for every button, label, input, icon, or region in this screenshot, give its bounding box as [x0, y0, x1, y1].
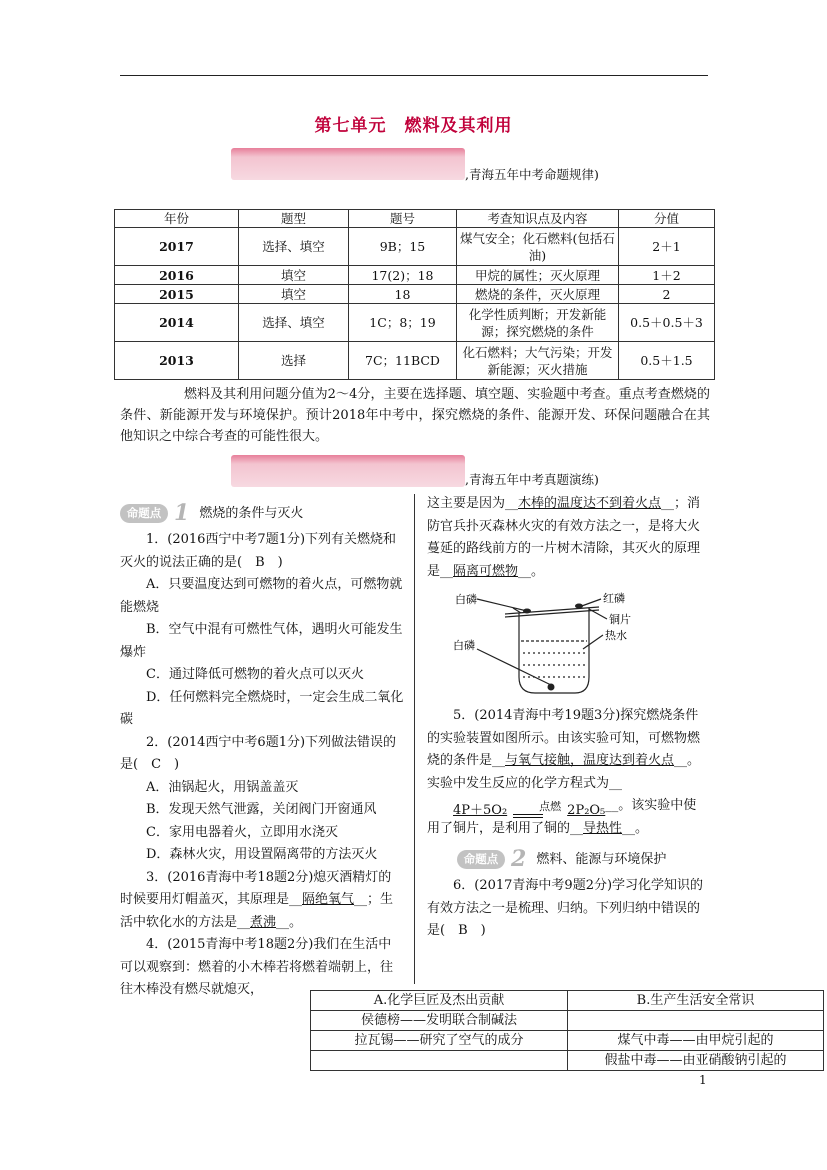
label-red-phosphorus: 红磷 — [603, 592, 625, 605]
question-5-text: 5．(2014青海中考19题3分)探究燃烧条件的实验装置如图所示。由该实验可知，可燃物燃烧的条件是__ — [427, 708, 701, 768]
year-cell: 2015 — [115, 285, 239, 304]
leader-line — [583, 635, 603, 649]
table-cell: B.生产生活安全常识 — [568, 991, 824, 1011]
point-number: 1 — [174, 500, 190, 526]
question-3 — [120, 867, 404, 935]
question-5-text: __。 — [622, 820, 649, 836]
equation-condition: 点燃 — [539, 799, 562, 813]
label-white-phosphorus: 白磷 — [455, 593, 477, 606]
table-header: 分值 — [619, 210, 715, 228]
question-2-stem: 2．(2014西宁中考6题1分)下列做法错误的是( C ) — [120, 734, 397, 773]
question-5-text: __。实验中发生反应的化学方程式为__ — [427, 753, 701, 791]
white-phosphorus-top — [523, 609, 531, 614]
question-5-text: __。该实验中使用了铜片，是利用了铜的__ — [427, 798, 697, 836]
year-cell: 2016 — [115, 266, 239, 285]
table-row — [311, 1031, 824, 1051]
table-row — [115, 228, 715, 266]
question-no-cell: 18 — [349, 285, 457, 304]
question-2-option-d: D．森林火灾，用设置隔离带的方法灭火 — [146, 847, 378, 863]
equation-left: 4P＋5O₂ — [453, 802, 508, 818]
question-3-answer-2: 煮沸 — [250, 914, 277, 930]
equation-sign — [513, 814, 543, 818]
year-cell: 2014 — [115, 304, 239, 342]
question-no-cell: 9B；15 — [349, 228, 457, 266]
table-header: 考查知识点及内容 — [457, 210, 619, 228]
question-4-text: __；消防官兵扑灭森林火灾的有效方法之一，是将大火蔓延的路线前方的一片树木清除，其灭火的原理是__ — [427, 496, 701, 579]
type-cell: 填空 — [239, 285, 349, 304]
point-title: 燃料、能源与环境保护 — [536, 851, 667, 867]
year-cell: 2017 — [115, 228, 239, 266]
question-2-option-a: A．油锅起火，用锅盖盖灭 — [146, 779, 299, 795]
question-2-option-c: C．家用电器着火，立即用水浇灭 — [146, 824, 338, 840]
section-caption-practice: ,青海五年中考真题演练) — [465, 472, 599, 487]
equation-arrow — [513, 801, 561, 818]
type-cell: 选择、填空 — [239, 228, 349, 266]
table-cell: 煤气中毒——由甲烷引起的 — [568, 1031, 824, 1051]
right-column — [427, 493, 707, 943]
question-4-text: 这主要是因为__ — [427, 496, 519, 511]
table-header: 题型 — [239, 210, 349, 228]
top-rule — [120, 75, 708, 76]
type-cell: 选择、填空 — [239, 304, 349, 342]
beaker — [519, 608, 589, 693]
question-4-stem: 4．(2015青海中考18题2分)我们在生活中可以观察到：燃着的小木棒若将燃着端朝上，往往木棒没有燃尽就熄灭， — [120, 937, 394, 998]
question-4-continued — [427, 493, 707, 583]
table-cell: 拉瓦锡——研究了空气的成分 — [311, 1031, 568, 1051]
table-header: 年份 — [115, 210, 239, 228]
section-banner-rules — [231, 148, 465, 180]
section-caption-rules: ,青海五年中考命题规律) — [465, 167, 599, 182]
question-5-answer-1: 与氧气接触，温度达到着火点 — [505, 753, 675, 768]
question-6-stem: 6．(2017青海中考9题2分)学习化学知识的有效方法之一是梳理、归纳。下列归纳中错误的是( B ) — [427, 878, 704, 939]
question-2-option-b: B．发现天然气泄露，关闭阀门开窗通风 — [146, 802, 377, 818]
table-header-row — [115, 210, 715, 228]
white-phosphorus-bottom — [548, 684, 555, 691]
combustion-experiment-figure — [427, 589, 707, 701]
knowledge-cell: 煤气安全；化石燃料(包括石油) — [457, 228, 619, 266]
score-cell: 2＋1 — [619, 228, 715, 266]
summary-comparison-table — [310, 990, 824, 1071]
score-cell: 0.5＋0.5＋3 — [619, 304, 715, 342]
page-number: 1 — [699, 1073, 707, 1087]
question-1-option-d: D．任何燃料完全燃烧时，一定会生成二氧化碳 — [120, 689, 404, 728]
question-3-text: __。 — [276, 914, 303, 930]
table-row — [115, 342, 715, 380]
question-5-answer-3: 导热性 — [583, 820, 623, 836]
score-cell: 2 — [619, 285, 715, 304]
question-4-answer-1: 木棒的温度达不到着火点 — [518, 496, 662, 511]
table-header: 题号 — [349, 210, 457, 228]
page-title: 第七单元 燃料及其利用 — [314, 116, 513, 136]
knowledge-cell: 化学性质判断；开发新能源；探究燃烧的条件 — [457, 304, 619, 342]
question-1-option-a: A．只要温度达到可燃物的着火点，可燃物就能燃烧 — [120, 577, 403, 615]
table-row — [311, 1011, 824, 1031]
question-no-cell: 17(2)；18 — [349, 266, 457, 285]
point-title: 燃烧的条件与灭火 — [199, 505, 304, 521]
score-cell: 1＋2 — [619, 266, 715, 285]
leader-line — [477, 599, 527, 611]
knowledge-cell: 燃烧的条件，灭火原理 — [457, 285, 619, 304]
knowledge-cell: 化石燃料；大气污染；开发新能源；灭火措施 — [457, 342, 619, 380]
point-badge: 命题点 — [457, 850, 505, 869]
question-4-text: __。 — [518, 563, 545, 579]
question-1-stem: 1．(2016西宁中考7题1分)下列有关燃烧和灭火的说法正确的是( B ) — [120, 532, 397, 570]
column-divider — [414, 494, 415, 984]
question-4-answer-2: 隔离可燃物 — [453, 563, 519, 579]
chemical-equation — [427, 801, 605, 818]
label-white-phosphorus-underwater: 白磷 — [453, 639, 475, 652]
exam-rules-table — [114, 209, 715, 380]
type-cell: 选择 — [239, 342, 349, 380]
table-row — [311, 991, 824, 1011]
summary-paragraph: 燃料及其利用问题分值为2～4分，主要在选择题、填空题、实验题中考查。重点考查燃烧的条件、新能源开发与环境保护。预计2018年中考中，探究燃烧的条件、能源开发、环保问题融合在其他知识之中综合考查的可能性很大。 — [120, 387, 710, 444]
question-no-cell: 7C；11BCD — [349, 342, 457, 380]
left-column — [120, 502, 404, 1002]
question-3-text: __；生活中软化水的方法是__ — [120, 892, 394, 930]
knowledge-cell: 甲烷的属性；灭火原理 — [457, 266, 619, 285]
section-banner-practice — [231, 455, 465, 487]
table-row — [115, 304, 715, 342]
table-row — [115, 266, 715, 285]
score-cell: 0.5＋1.5 — [619, 342, 715, 380]
label-copper-plate: 铜片 — [609, 613, 631, 626]
table-row — [311, 1051, 824, 1071]
point-number: 2 — [511, 846, 527, 872]
type-cell: 填空 — [239, 266, 349, 285]
question-3-text: 3．(2016青海中考18题2分)熄灭酒精灯的时候要用灯帽盖灭，其原理是__ — [120, 869, 392, 908]
question-1-option-c: C．通过降低可燃物的着火点可以灭火 — [146, 667, 364, 683]
year-cell: 2013 — [115, 342, 239, 380]
table-cell — [568, 1011, 824, 1031]
red-phosphorus — [575, 604, 583, 609]
table-cell: 侯德榜——发明联合制碱法 — [311, 1011, 568, 1031]
question-no-cell: 1C；8；19 — [349, 304, 457, 342]
question-3-answer-1: 隔绝氧气 — [302, 892, 355, 908]
point-badge: 命题点 — [120, 504, 168, 523]
question-5 — [427, 705, 707, 840]
table-cell: 假盐中毒——由亚硝酸钠引起的 — [568, 1051, 824, 1071]
leader-line — [477, 649, 551, 685]
question-1-option-b: B．空气中混有可燃性气体，遇明火可能发生爆炸 — [120, 622, 403, 660]
table-cell: A.化学巨匠及杰出贡献 — [311, 991, 568, 1011]
proposition-point-1 — [120, 502, 404, 525]
table-row — [115, 285, 715, 304]
label-hot-water: 热水 — [605, 629, 627, 642]
table-cell — [311, 1051, 568, 1071]
equation-right: 2P₂O₅ — [567, 802, 606, 818]
proposition-point-2 — [457, 848, 707, 871]
